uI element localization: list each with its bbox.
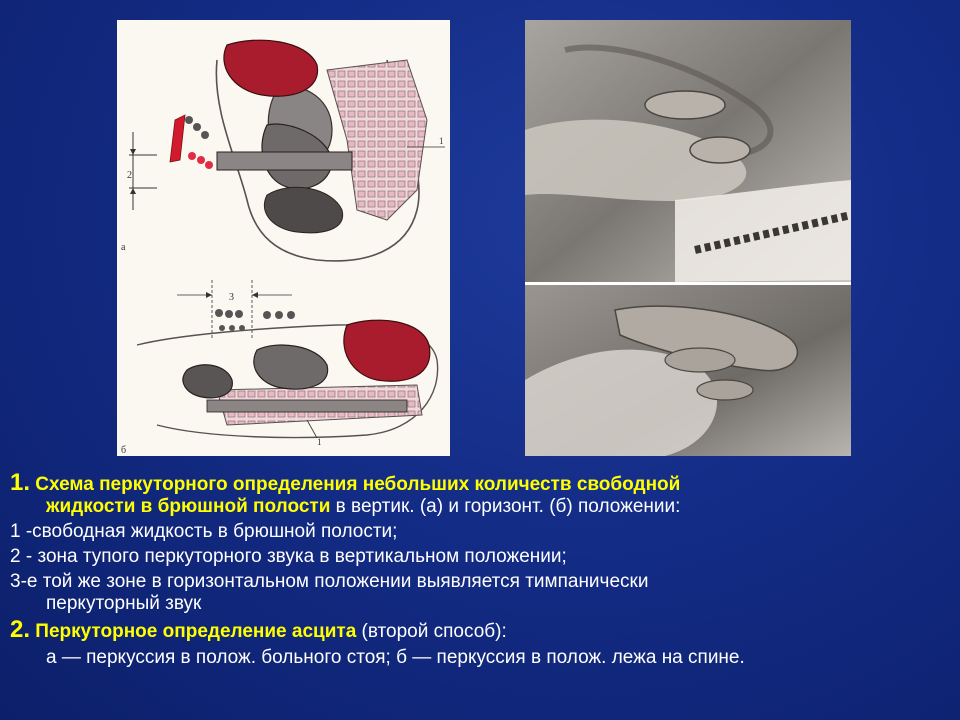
percussion-photos xyxy=(525,20,851,456)
diagram-section-a xyxy=(121,40,445,261)
legend-item-3: 3-е той же зоне в горизонтальном положении выявляется тимпанически xyxy=(10,571,649,592)
percussion-diagram-svg xyxy=(117,20,450,456)
caption-block xyxy=(10,470,950,669)
item1-title-rest: в вертик. (а) и горизонт. (б) положении: xyxy=(330,496,681,517)
item2-number: 2. xyxy=(10,616,31,643)
item1-title-line2 xyxy=(10,496,950,518)
mark-3: 3 xyxy=(229,292,234,303)
legend-item-1: 1 -свободная жидкость в брюшной полости; xyxy=(10,521,398,542)
item1-title-line1 xyxy=(10,470,950,496)
mark-1-bottom: 1 xyxy=(317,437,322,447)
legend-item-2: 2 - зона тупого перкуторного звука в вертикальном положении; xyxy=(10,546,567,567)
item2-detail: а — перкуссия в полож. больного стоя; б — перкуссия в полож. лежа на спине. xyxy=(46,647,745,668)
diagram-section-b xyxy=(121,280,438,456)
photo-standing xyxy=(525,20,851,282)
mark-1-top: 1 xyxy=(439,136,444,146)
liver-shape xyxy=(224,40,318,96)
label-a: а xyxy=(121,242,126,253)
photo-lying xyxy=(525,285,851,456)
label-b: б xyxy=(121,445,127,456)
item1-title-bold-2: жидкости в брюшной полости xyxy=(46,496,331,517)
item1-title-bold: Схема перкуторного определения небольших количеств свободной xyxy=(35,474,681,495)
item2-title-rest: (второй способ): xyxy=(356,621,507,642)
percussion-dots-red xyxy=(188,152,213,169)
percussion-dots-grey xyxy=(185,116,209,139)
fluid-level-a xyxy=(217,152,352,170)
mark-2: 2 xyxy=(127,170,132,181)
percussion-finger-a xyxy=(170,115,185,162)
item1-number: 1. xyxy=(10,469,31,496)
item2-title-bold: Перкуторное определение асцита xyxy=(35,621,357,642)
photo-divider xyxy=(525,282,851,285)
fluid-level-b xyxy=(207,400,407,412)
percussion-diagram xyxy=(117,20,450,456)
percussion-photos-svg xyxy=(525,20,851,456)
item2-title xyxy=(10,616,950,643)
liver-shape-b xyxy=(344,320,430,381)
legend-item-3-cont: перкуторный звук xyxy=(46,593,202,614)
